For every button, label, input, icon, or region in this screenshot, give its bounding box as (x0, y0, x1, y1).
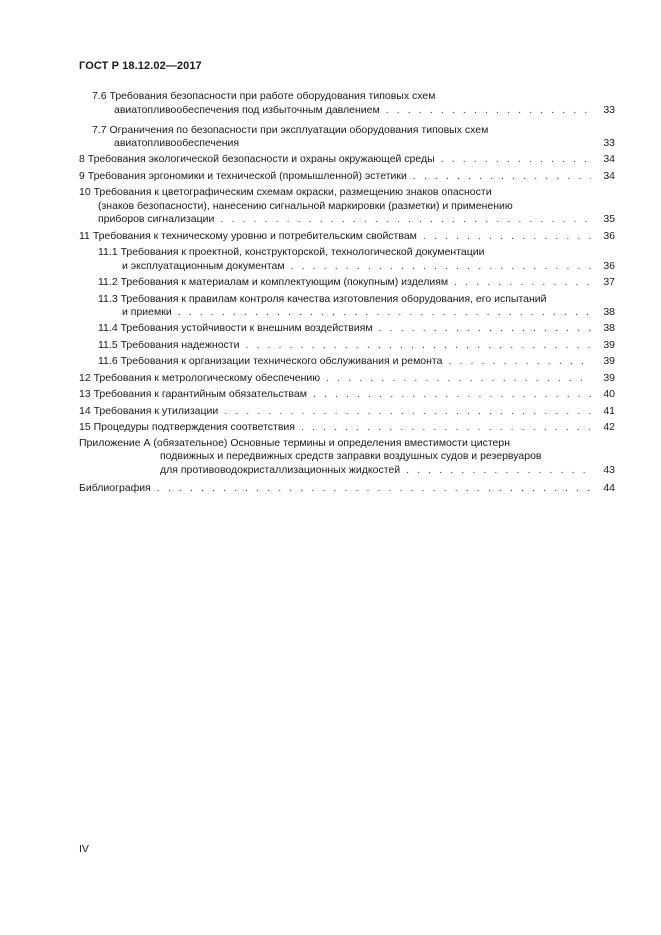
dot-leader (326, 372, 591, 385)
toc-page-number: 35 (603, 213, 615, 225)
toc-page-number: 42 (603, 421, 615, 433)
toc-page-number: 33 (603, 137, 615, 149)
toc-entry-text: 7.7 Ограничения по безопасности при эксплуатации оборудования типовых схем (92, 124, 489, 136)
toc-entry-text: 11.4 Требования устойчивости к внешним воздействиям (98, 322, 373, 334)
dot-leader (313, 388, 591, 401)
toc-entry-text: 11.1 Требования к проектной, конструкторской, технологической документации (98, 246, 485, 258)
dot-leader (379, 322, 591, 335)
toc-page-number: 34 (603, 153, 615, 165)
toc-entry-text: и приемки (122, 306, 172, 318)
toc-entry-text: 10 Требования к цветографическим схемам окраски, размещению знаков опасности (79, 186, 492, 198)
toc-entry-text: 11.3 Требования к правилам контроля качества изготовления оборудования, его испытаний (98, 293, 547, 305)
toc-page-number: 38 (603, 306, 615, 318)
toc-page-number: 37 (603, 276, 615, 288)
toc-entry-text: 15 Процедуры подтверждения соответствия (79, 421, 295, 433)
dot-leader (406, 464, 591, 477)
toc-entry-text: 11.5 Требования надежности (98, 339, 240, 351)
dot-leader (441, 153, 591, 166)
dot-leader (448, 355, 591, 368)
toc-page-number: 33 (603, 104, 615, 116)
toc-entry-text: 11.2 Требования к материалам и комплектующим (покупным) изделиям (98, 276, 449, 288)
dot-leader (423, 230, 591, 243)
toc-entry-text: 8 Требования экологической безопасности и охраны окружающей среды (79, 153, 435, 165)
dot-leader (178, 306, 591, 319)
toc-page-number: 34 (603, 170, 615, 182)
toc-page-number: 39 (603, 339, 615, 351)
toc-entry-text: 9 Требования эргономики и технической (промышленной) эстетики (79, 170, 407, 182)
toc-page-number: 36 (603, 230, 615, 242)
toc-entry-text: и эксплуатационным документам (122, 260, 285, 272)
dot-leader (291, 260, 591, 273)
toc-entry-text: 7.6 Требования безопасности при работе оборудования типовых схем (92, 90, 436, 102)
toc-entry-text: 12 Требования к метрологическому обеспечению (79, 372, 321, 384)
toc-entry-text: авиатопливообеспечения (114, 137, 240, 149)
toc-entry-text: 14 Требования к утилизации (79, 405, 219, 417)
dot-leader (386, 104, 591, 117)
toc-page-number: 43 (603, 464, 615, 476)
toc-entry-text: для противоводокристаллизационных жидкостей (160, 464, 401, 476)
dot-leader (301, 421, 591, 434)
dot-leader (157, 482, 591, 495)
toc-page-number: 40 (603, 388, 615, 400)
toc-entry-text: (знаков безопасности), нанесению сигнальной маркировки (разметки) и применению (98, 200, 513, 212)
toc-page-number: 39 (603, 372, 615, 384)
toc-page-number: 36 (603, 260, 615, 272)
document-header: ГОСТ Р 18.12.02—2017 (79, 60, 202, 72)
toc-entry-text: подвижных и передвижных средств заправки воздушных судов и резервуаров (160, 450, 542, 462)
toc-entry-text: 11 Требования к техническому уровню и потребительским свойствам (79, 230, 417, 242)
toc-page-number: 38 (603, 322, 615, 334)
page-number: IV (79, 843, 89, 855)
toc-entry-text: Приложение А (обязательное) Основные термины и определения вместимости цистерн (79, 437, 511, 449)
toc-entry-text: Библиография (79, 482, 151, 494)
dot-leader (454, 276, 591, 289)
toc-entry-text: 11.6 Требования к организации технического обслуживания и ремонта (98, 355, 443, 367)
toc-page-number: 44 (603, 482, 615, 494)
toc-page-number: 39 (603, 355, 615, 367)
dot-leader (413, 170, 591, 183)
toc-entry-text: приборов сигнализации (98, 213, 215, 225)
toc-entry-text: 13 Требования к гарантийным обязательствам (79, 388, 307, 400)
dot-leader (245, 339, 591, 352)
dot-leader (224, 405, 591, 418)
toc-entry-text: авиатопливообеспечения под избыточным давлением (114, 104, 380, 116)
toc-page-number: 41 (603, 405, 615, 417)
dot-leader (220, 213, 591, 226)
